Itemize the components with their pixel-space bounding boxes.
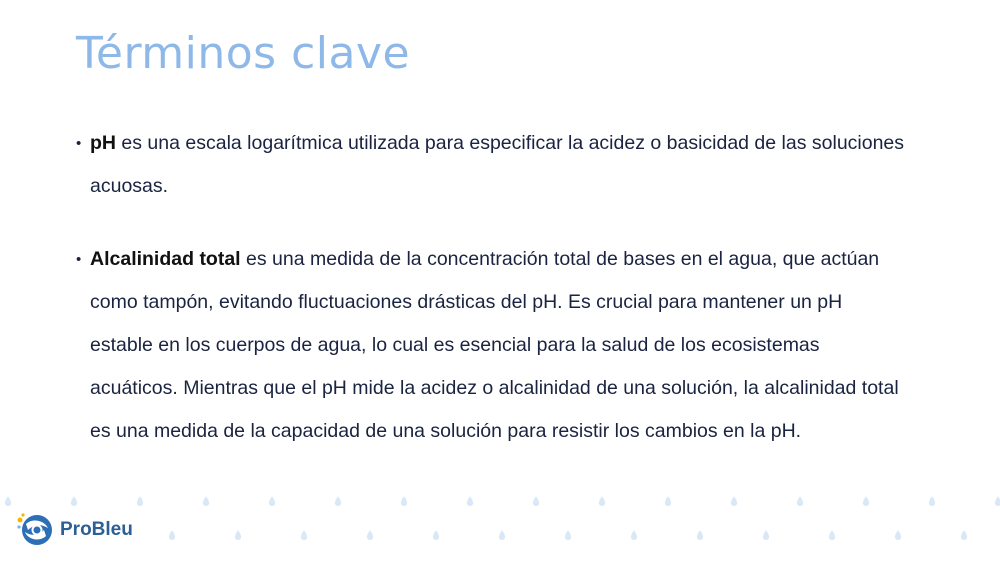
- droplet-icon: [697, 530, 703, 540]
- droplet-icon: [203, 496, 209, 506]
- droplet-icon: [829, 530, 835, 540]
- droplet-icon: [467, 496, 473, 506]
- bullet-term: Alcalinidad total: [90, 248, 241, 270]
- droplet-icon: [797, 496, 803, 506]
- droplet-icon: [961, 530, 967, 540]
- bullet-dot-icon: •: [76, 251, 82, 268]
- droplet-icon: [269, 496, 275, 506]
- droplet-icon: [895, 530, 901, 540]
- droplet-icon: [731, 496, 737, 506]
- droplet-icon: [169, 530, 175, 540]
- bullet-alcalinidad: [76, 238, 906, 453]
- droplet-icon: [995, 496, 1000, 506]
- droplet-icon: [367, 530, 373, 540]
- bullet-ph: [76, 122, 906, 208]
- droplet-pattern: [0, 490, 1000, 563]
- droplet-icon: [301, 530, 307, 540]
- droplet-icon: [929, 496, 935, 506]
- droplet-icon: [5, 496, 11, 506]
- droplet-icon: [71, 496, 77, 506]
- brand-logo: [16, 512, 133, 548]
- bullet-dot-icon: •: [76, 135, 82, 152]
- droplet-icon: [533, 496, 539, 506]
- bullet-text: es una medida de la concentración total de bases en el agua, que actúan como tampón, evitando fluctuaciones drásticas del pH. Es crucial para mantener un pH estable en los cuerpos de agua, lo cual es esencial para la salud de los ecosistemas acuáticos. Mientras que el pH mide la acidez o alcalinidad de una solución, la alcalinidad total es una medida de la capacidad de una solución para resistir los cambios en la pH.: [90, 248, 899, 442]
- brand-name: ProBleu: [60, 519, 133, 540]
- droplet-icon: [335, 496, 341, 506]
- droplet-icon: [599, 496, 605, 506]
- slide-title: Términos clave: [76, 28, 411, 79]
- droplet-icon: [433, 530, 439, 540]
- droplet-icon: [665, 496, 671, 506]
- bullet-list: [76, 122, 906, 453]
- bullet-term: pH: [90, 132, 116, 154]
- droplet-icon: [499, 530, 505, 540]
- droplet-icon: [401, 496, 407, 506]
- probleu-logo-icon: [16, 512, 56, 548]
- droplet-icon: [863, 496, 869, 506]
- droplet-icon: [565, 530, 571, 540]
- bullet-text: es una escala logarítmica utilizada para especificar la acidez o basicidad de las soluciones acuosas.: [90, 132, 905, 197]
- droplet-icon: [235, 530, 241, 540]
- droplet-icon: [137, 496, 143, 506]
- droplet-icon: [763, 530, 769, 540]
- droplet-icon: [631, 530, 637, 540]
